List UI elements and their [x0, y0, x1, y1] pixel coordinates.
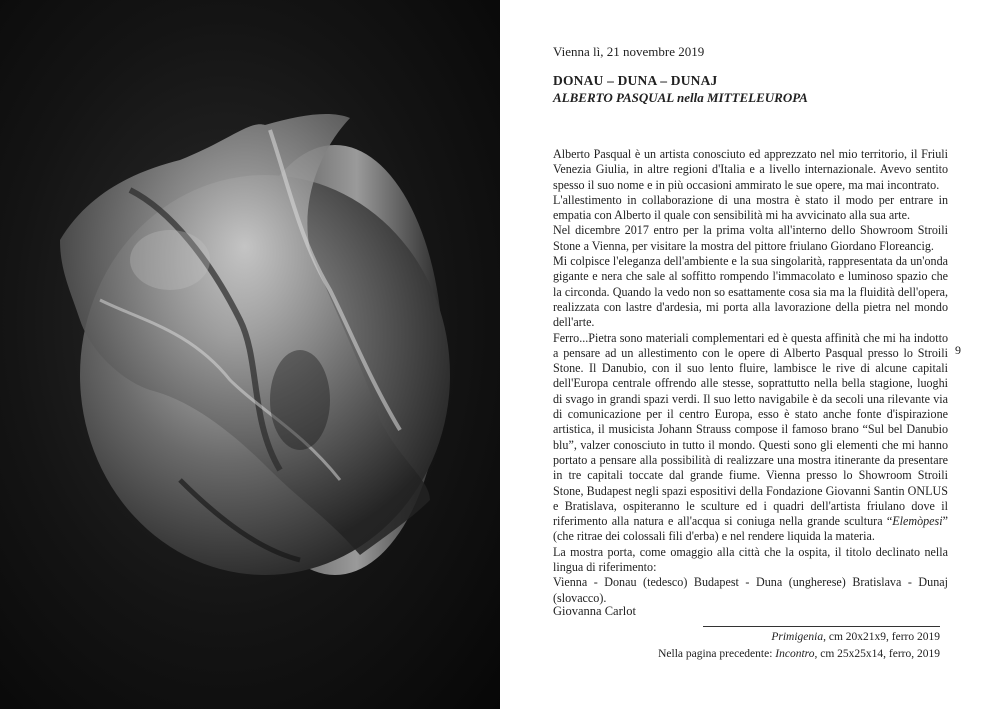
paragraph: Vienna - Donau (tedesco) Budapest - Duna (ungherese) Bratislava - Dunaj (slovacco).	[553, 575, 948, 605]
caption-prefix: Nella pagina precedente:	[658, 648, 776, 660]
paragraph	[553, 331, 948, 545]
article-body	[553, 147, 948, 606]
article-title: DONAU – DUNA – DUNAJ	[553, 73, 718, 88]
letter-date: Vienna lì, 21 novembre 2019	[553, 44, 705, 59]
sculpture-title: Elemòpesi	[892, 514, 943, 529]
caption-divider	[703, 626, 940, 627]
caption-primary	[771, 631, 940, 643]
paragraph: Nel dicembre 2017 entro per la prima volta all'interno dello Showroom Stroili Stone a Vienna, per visitare la mostra del pittore friulano Giordano Floreancig.	[553, 223, 948, 253]
caption-details: , cm 20x21x9, ferro 2019	[823, 631, 940, 643]
article-subtitle: ALBERTO PASQUAL nella MITTELEUROPA	[553, 90, 808, 105]
caption-title: Primigenia	[771, 631, 824, 643]
paragraph-text: Ferro...Pietra sono materiali complementari ed è questa affinità che mi ha indotto a pensare ad un allestimento con le opere di Alberto Pasqual presso lo Stroili Stone. Il Danubio, con il suo lento fluire, lambisce le rive di alcune capitali dell'Europa centrale offrendo alle stesse, soprattutto nella bella stagione, luoghi di svago in grandi spazi verdi. Il suo letto navigabile è da secoli una rilevante via di comunicazione per il centro Europa, esso è stato anche fonte d'ispirazione artistica, il musicista Johann Strauss compose il famoso brano “Sul bel Danubio blu”, valzer conosciuto in tutto il mondo. Questi sono gli elementi che mi hanno portato a pensare alla possibilità di realizzare una mostra itinerante da presentare in tre capitali toccate dal grande fiume. Vienna presso lo Showroom Stroili Stone, Budapest negli spazi espositivi della Fondazione Giovanni Santin ONLUS e Bratislava, ospiteranno le sculture ed i quadri dell'artista friulano dove il riferimento alla natura e all'acqua si coniuga nella grande scultura “	[553, 330, 948, 529]
caption-secondary	[658, 648, 940, 660]
paragraph: Alberto Pasqual è un artista conosciuto ed apprezzato nel mio territorio, il Friuli Venezia Giulia, in altre regioni d'Italia e a livello internazionale. Avevo sentito spesso il suo nome e in più occasioni ammirato le sue opere, ma mai incontrato.	[553, 147, 948, 192]
paragraph-text: ” (che ritrae dei colossali fili d'erba) e nel rendere liquida la materia.	[553, 514, 948, 544]
caption-details: , cm 25x25x14, ferro, 2019	[814, 648, 940, 660]
paragraph: Mi colpisce l'eleganza dell'ambiente e la sua singolarità, rappresentata da un'onda gigante e nera che sale al soffitto rompendo l'immacolato e luminoso spazio che la circonda. Quando la vedo non so esattamente cosa sia ma la fluidità dell'opera, realizzata con lastre d'ardesia, mi porta alla lavorazione della pietra nel mondo dell'arte.	[553, 254, 948, 330]
page-number: 9	[955, 343, 961, 357]
author-signature: Giovanna Carlot	[553, 604, 636, 618]
paragraph: La mostra porta, come omaggio alla città che la ospita, il titolo declinato nella lingua di riferimento:	[553, 544, 948, 575]
paragraph: L'allestimento in collaborazione di una mostra è stato il modo per entrare in empatia con Alberto il quale con sensibilità mi ha avvicinato alla sua arte.	[553, 192, 948, 223]
caption-title: Incontro	[775, 648, 815, 660]
text-page	[500, 0, 1000, 709]
